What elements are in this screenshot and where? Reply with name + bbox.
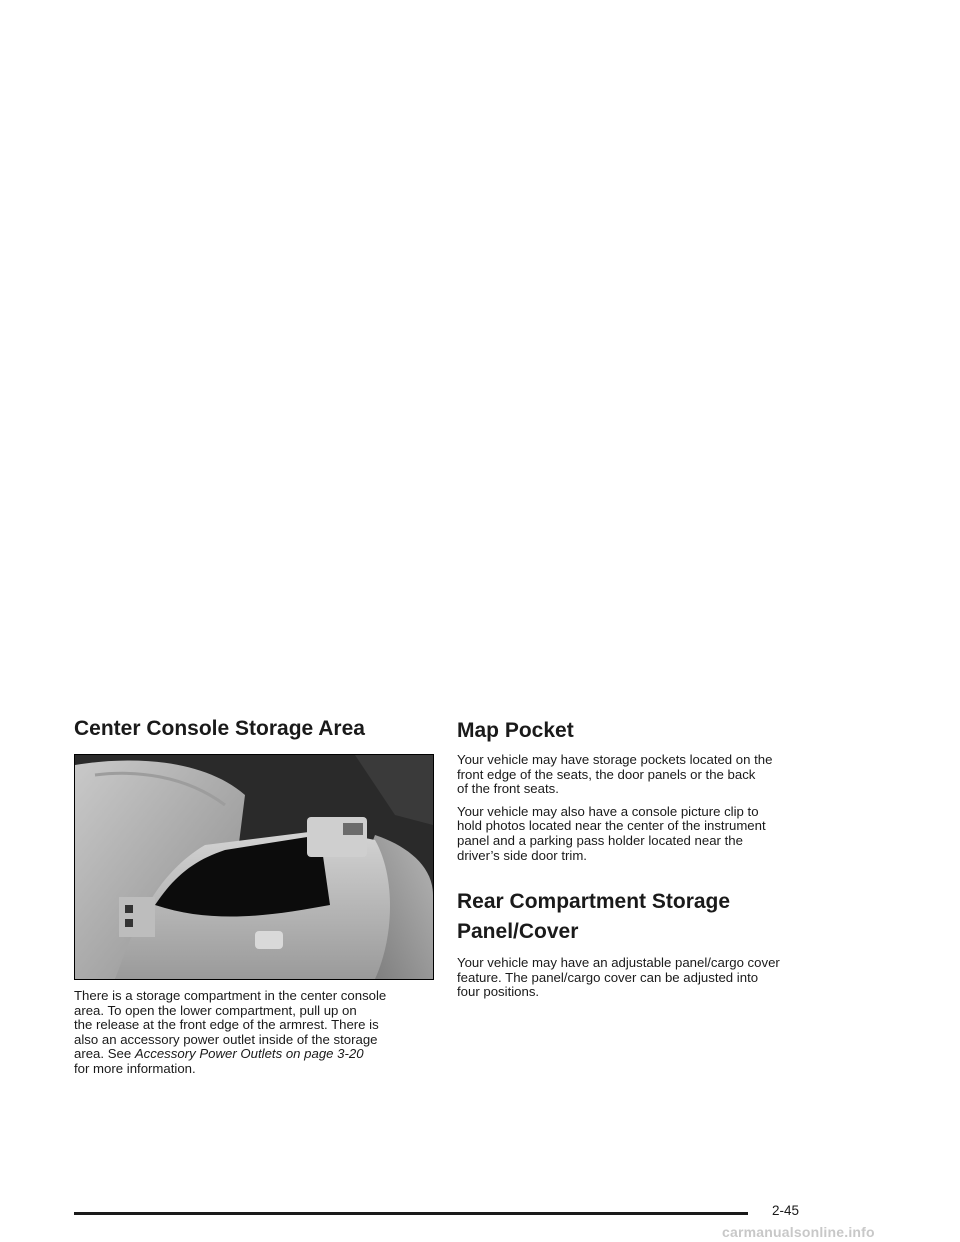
map-pocket-paragraph-1: Your vehicle may have storage pockets located on the front edge of the seats, the door panels or the back of the front seats. [457, 752, 773, 797]
center-console-text-main: There is a storage compartment in the center console area. To open the lower compartment, pull up on the release at the front edge of the armrest. There is also an accessory power outlet inside of the storage area. See [74, 988, 387, 1062]
center-console-photo [74, 754, 434, 980]
watermark: carmanualsonline.info [722, 1224, 875, 1240]
rear-title-line2: Panel/Cover [457, 920, 579, 944]
page-number: 2-45 [772, 1203, 800, 1218]
accessory-power-outlets-reference: Accessory Power Outlets on page 3-20 [134, 1046, 364, 1062]
center-console-text-end: for more information. [74, 1060, 196, 1076]
map-pocket-paragraph-2: Your vehicle may also have a console picture clip to hold photos located near the center of the instrument panel and a parking pass holder located near the driver’s side door trim. [457, 803, 766, 863]
rear-compartment-paragraph: Your vehicle may have an adjustable panel/cargo cover feature. The panel/cargo cover can be adjusted into four positions. [457, 955, 780, 1000]
section-title-center-console: Center Console Storage Area [74, 717, 365, 740]
left-column [74, 716, 434, 1077]
section-title-rear-compartment [457, 887, 817, 947]
center-console-text [74, 989, 434, 1077]
rear-title-line1: Rear Compartment Storage [457, 890, 731, 914]
footer-rule [74, 1212, 748, 1215]
right-column [457, 718, 817, 1000]
section-title-map-pocket: Map Pocket [457, 719, 574, 742]
